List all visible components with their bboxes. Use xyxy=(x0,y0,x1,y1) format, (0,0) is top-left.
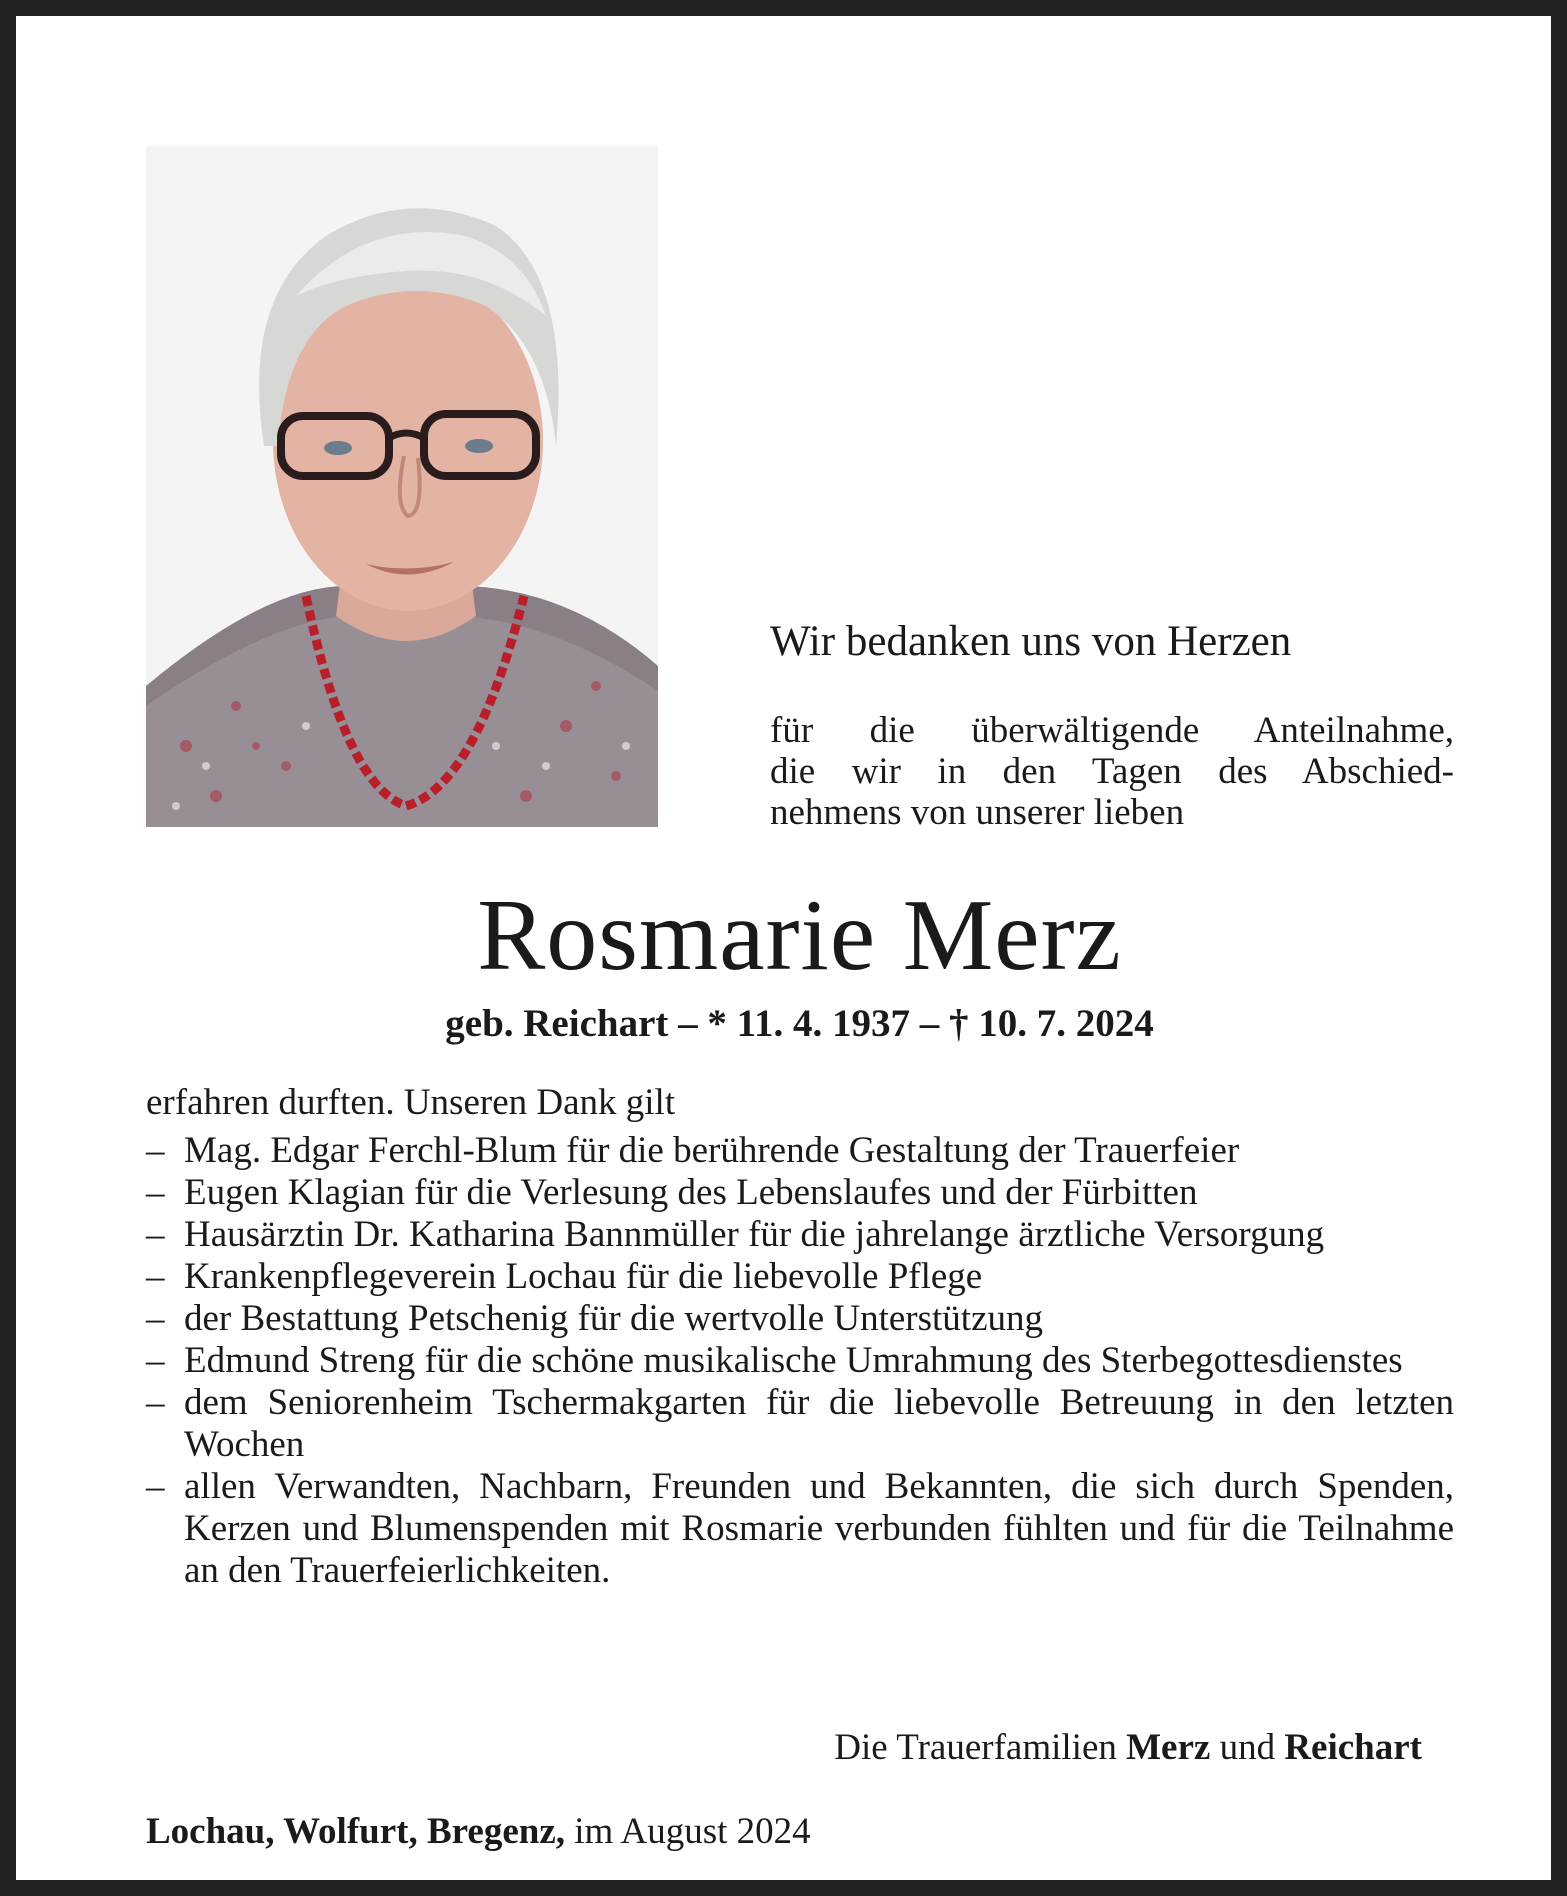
deceased-name: Rosmarie Merz xyxy=(477,879,1122,992)
intro-heading: Wir bedanken uns von Herzen xyxy=(770,618,1292,665)
family-signature xyxy=(834,1723,1422,1773)
dash-bullet: – xyxy=(146,1466,165,1507)
intro-line: die wir in den Tagen des Abschied- xyxy=(770,751,1454,792)
dash-bullet: – xyxy=(146,1298,165,1339)
list-item-text: Mag. Edgar Ferchl-Blum für die berührende Gestaltung der Trauerfeier xyxy=(184,1130,1240,1171)
place-date-line xyxy=(146,1807,811,1857)
dash-bullet: – xyxy=(146,1340,165,1381)
intro-line: für die überwältigende Anteilnahme, xyxy=(770,710,1454,751)
dash-bullet: – xyxy=(146,1130,165,1171)
list-item-text: Krankenpflegeverein Lochau für die liebevolle Pflege xyxy=(184,1256,983,1297)
list-item-text: dem Seniorenheim Tschermakgarten für die liebevolle Betreuung in den letzten Wochen xyxy=(184,1382,1454,1465)
list-item xyxy=(146,1466,1454,1592)
dash-bullet: – xyxy=(146,1214,165,1255)
list-item xyxy=(146,1256,1454,1298)
place-date: im August 2024 xyxy=(574,1811,811,1852)
place-towns: Lochau, Wolfurt, Bregenz, xyxy=(146,1811,565,1852)
intro-block xyxy=(770,612,1454,833)
thanks-list xyxy=(146,1130,1454,1592)
list-item-text: Hausärztin Dr. Katharina Bannmüller für die jahrelange ärztliche Versorgung xyxy=(184,1214,1325,1255)
portrait-photo xyxy=(146,146,658,827)
list-item xyxy=(146,1382,1454,1466)
list-item xyxy=(146,1298,1454,1340)
list-item xyxy=(146,1340,1454,1382)
list-item-text: Eugen Klagian für die Verlesung des Lebenslaufes und der Fürbitten xyxy=(184,1172,1198,1213)
list-item-text: der Bestattung Petschenig für die wertvolle Unterstützung xyxy=(184,1298,1044,1339)
thanks-lead: erfahren durften. Unseren Dank gilt xyxy=(146,1082,676,1123)
list-item-text: allen Verwandten, Nachbarn, Freunden und Bekannten, die sich durch Spenden, Kerzen und Blumenspenden mit Rosmarie verbunden fühlten und für die Teilnahme an den Trauerfeierlichkeiten. xyxy=(184,1466,1454,1591)
intro-line: nehmens von unserer lieben xyxy=(770,792,1185,833)
list-item xyxy=(146,1130,1454,1172)
signature-joiner: und xyxy=(1219,1727,1276,1768)
birth-death-dates: geb. Reichart – * 11. 4. 1937 – † 10. 7. 2024 xyxy=(445,1002,1154,1045)
dash-bullet: – xyxy=(146,1256,165,1297)
family-name-merz: Merz xyxy=(1126,1727,1211,1768)
list-item xyxy=(146,1214,1454,1256)
signature-prefix: Die Trauerfamilien xyxy=(834,1727,1117,1768)
family-name-reichart: Reichart xyxy=(1284,1727,1422,1768)
dash-bullet: – xyxy=(146,1382,165,1423)
thanks-section xyxy=(146,1082,1454,1592)
dash-bullet: – xyxy=(146,1172,165,1213)
list-item-text: Edmund Streng für die schöne musikalische Umrahmung des Sterbegottesdienstes xyxy=(184,1340,1403,1381)
list-item xyxy=(146,1172,1454,1214)
